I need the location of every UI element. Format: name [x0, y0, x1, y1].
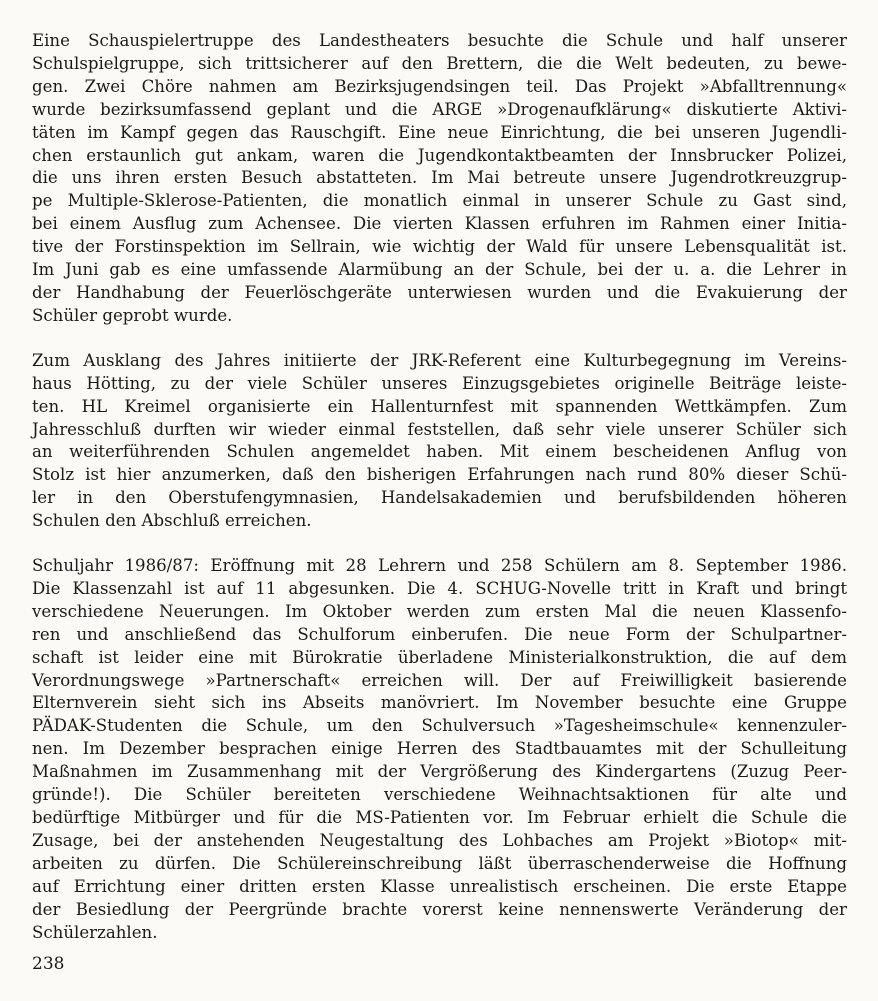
text-line: auf Errichtung einer dritten ersten Klasse unrealistisch erscheinen. Die erste Etappe [32, 876, 847, 896]
paragraph-2 [32, 350, 847, 533]
text-line: ler in den Oberstufengymnasien, Handelsakademien und berufsbildenden höheren [32, 488, 847, 508]
text-line: der Besiedlung der Peergründe brachte vorerst keine nennenswerte Veränderung der [32, 899, 847, 919]
page-body [32, 30, 847, 944]
paragraph-3 [32, 555, 847, 944]
text-line: pe Multiple-Sklerose-Patienten, die monatlich einmal in unserer Schule zu Gast sind, [32, 191, 847, 211]
text-line: ten. HL Kreimel organisierte ein Hallenturnfest mit spannenden Wettkämpfen. Zum [32, 396, 847, 416]
text-line: an weiterführenden Schulen angemeldet haben. Mit einem bescheidenen Anflug von [32, 442, 847, 462]
paragraph-gap [32, 328, 847, 350]
page-number: 238 [32, 954, 65, 974]
text-line: gen. Zwei Chöre nahmen am Bezirksjugendsingen teil. Das Projekt »Abfalltrennung« [32, 76, 847, 96]
text-line: haus Hötting, zu der viele Schüler unseres Einzugsgebietes originelle Beiträge leiste- [32, 373, 847, 393]
text-line: Schulspielgruppe, sich trittsicherer auf den Brettern, die die Welt bedeuten, zu bewe- [32, 53, 847, 73]
text-line: gründe!). Die Schüler bereiteten verschiedene Weihnachtsaktionen für alte und [32, 785, 847, 805]
text-line: Schuljahr 1986/87: Eröffnung mit 28 Lehrern und 258 Schülern am 8. September 1986. [32, 556, 847, 576]
text-line: Maßnahmen im Zusammenhang mit der Vergrößerung des Kindergartens (Zuzug Peer- [32, 762, 847, 782]
text-line: Stolz ist hier anzumerken, daß den bisherigen Erfahrungen nach rund 80% dieser Schü- [32, 465, 847, 485]
text-line: arbeiten zu dürfen. Die Schülereinschreibung läßt überraschenderweise die Hoffnung [32, 853, 847, 873]
text-line: PÄDAK-Studenten die Schule, um den Schulversuch »Tagesheimschule« kennenzuler- [32, 716, 847, 736]
text-line: Jahresschluß durften wir wieder einmal feststellen, daß sehr viele unserer Schüler sich [32, 419, 847, 439]
text-line: Eine Schauspielertruppe des Landestheaters besuchte die Schule und half unserer [32, 31, 847, 50]
text-line: Elternverein sieht sich ins Abseits manövriert. Im November besuchte eine Gruppe [32, 693, 847, 713]
text-line: Schüler geprobt wurde. [32, 305, 233, 325]
text-line: täten im Kampf gegen das Rauschgift. Eine neue Einrichtung, die bei unseren Jugendli- [32, 122, 847, 142]
paragraph-gap [32, 533, 847, 555]
text-line: Schulen den Abschluß erreichen. [32, 511, 312, 531]
text-line: Zum Ausklang des Jahres initiierte der JRK-Referent eine Kulturbegegnung im Vereins- [32, 350, 847, 370]
text-line: ren und anschließend das Schulforum einberufen. Die neue Form der Schulpartner- [32, 624, 847, 644]
text-line: Im Juni gab es eine umfassende Alarmübung an der Schule, bei der u. a. die Lehrer in [32, 260, 847, 280]
text-line: der Handhabung der Feuerlöschgeräte unterwiesen wurden und die Evakuierung der [32, 282, 847, 302]
paragraph-1 [32, 30, 847, 328]
text-line: Zusage, bei der anstehenden Neugestaltung des Lohbaches am Projekt »Biotop« mit- [32, 830, 847, 850]
text-line: tive der Forstinspektion im Sellrain, wie wichtig der Wald für unsere Lebensqualität ist. [32, 237, 847, 257]
text-line: Die Klassenzahl ist auf 11 abgesunken. Die 4. SCHUG-Novelle tritt in Kraft und bringt [32, 578, 847, 598]
text-line: schaft ist leider eine mit Bürokratie überladene Ministerialkonstruktion, die auf dem [32, 647, 847, 667]
text-line: nen. Im Dezember besprachen einige Herren des Stadtbauamtes mit der Schulleitung [32, 739, 847, 759]
text-line: bei einem Ausflug zum Achensee. Die vierten Klassen erfuhren im Rahmen einer Initia- [32, 214, 847, 234]
text-line: wurde bezirksumfassend geplant und die ARGE »Drogenaufklärung« diskutierte Aktivi- [32, 99, 847, 119]
text-line: Verordnungswege »Partnerschaft« erreichen will. Der auf Freiwilligkeit basierende [32, 670, 847, 690]
text-line: die uns ihren ersten Besuch abstatteten. Im Mai betreute unsere Jugendrotkreuzgrup- [32, 168, 847, 188]
text-line: bedürftige Mitbürger und für die MS-Patienten vor. Im Februar erhielt die Schule die [32, 808, 847, 827]
text-line: Schülerzahlen. [32, 922, 158, 942]
text-line: verschiedene Neuerungen. Im Oktober werden zum ersten Mal die neuen Klassenfo- [32, 601, 847, 621]
text-line: chen erstaunlich gut ankam, waren die Jugendkontaktbeamten der Innsbrucker Polizei, [32, 145, 847, 165]
